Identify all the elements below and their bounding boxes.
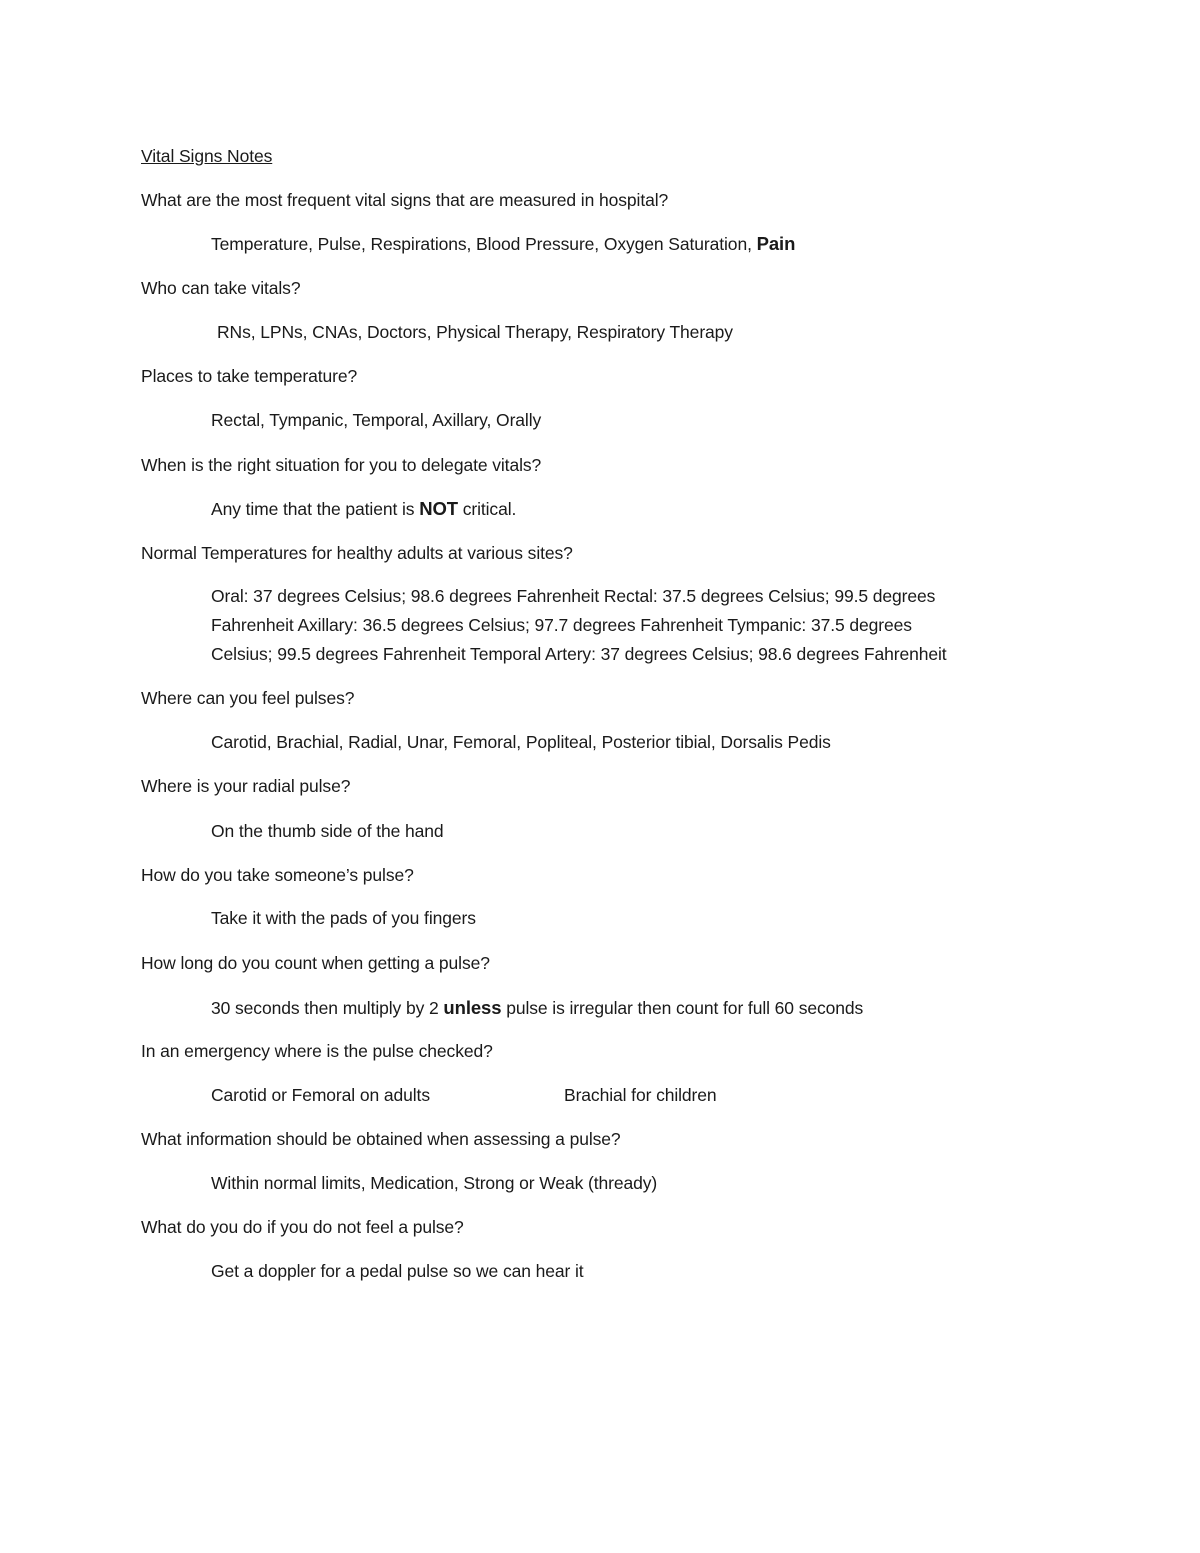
answer-5-line-1: Oral: 37 degrees Celsius; 98.6 degrees Fahrenheit Rectal: 37.5 degrees Celsius; 99.5 degrees (211, 586, 936, 606)
question-6: Where can you feel pulses? (141, 688, 355, 708)
answer-4 (211, 494, 516, 524)
answer-10-adults: Carotid or Femoral on adults (211, 1085, 430, 1105)
answer-9-pre: 30 seconds then multiply by 2 (211, 998, 444, 1018)
answer-1 (211, 229, 795, 259)
answer-4-post: critical. (457, 499, 517, 519)
answer-8: Take it with the pads of you fingers (211, 908, 476, 928)
question-12: What do you do if you do not feel a pulse? (141, 1217, 464, 1237)
answer-1-emphasis: Pain (756, 233, 796, 254)
answer-11: Within normal limits, Medication, Strong or Weak (thready) (211, 1173, 658, 1193)
question-7: Where is your radial pulse? (141, 776, 351, 796)
answer-6: Carotid, Brachial, Radial, Unar, Femoral, Popliteal, Posterior tibial, Dorsalis Pedis (211, 732, 831, 752)
answer-5 (211, 582, 1071, 669)
answer-9 (211, 993, 863, 1023)
answer-4-emphasis: NOT (419, 498, 458, 519)
question-1: What are the most frequent vital signs that are measured in hospital? (141, 190, 669, 210)
answer-12: Get a doppler for a pedal pulse so we can hear it (211, 1261, 584, 1281)
answer-9-emphasis: unless (443, 997, 502, 1018)
answer-3: Rectal, Tympanic, Temporal, Axillary, Orally (211, 410, 542, 430)
answer-1-text: Temperature, Pulse, Respirations, Blood Pressure, Oxygen Saturation, (211, 234, 757, 254)
question-9: How long do you count when getting a pulse? (141, 953, 490, 973)
question-8: How do you take someone’s pulse? (141, 865, 414, 885)
question-4: When is the right situation for you to delegate vitals? (141, 455, 542, 475)
answer-5-line-2: Fahrenheit Axillary: 36.5 degrees Celsius; 97.7 degrees Fahrenheit Tympanic: 37.5 degrees (211, 615, 912, 635)
answer-4-pre: Any time that the patient is (211, 499, 420, 519)
question-3: Places to take temperature? (141, 366, 358, 386)
answer-10 (211, 1081, 911, 1110)
question-11: What information should be obtained when assessing a pulse? (141, 1129, 621, 1149)
answer-2: RNs, LPNs, CNAs, Doctors, Physical Therapy, Respiratory Therapy (217, 322, 733, 342)
question-10: In an emergency where is the pulse checked? (141, 1041, 493, 1061)
answer-9-post: pulse is irregular then count for full 60 seconds (501, 998, 864, 1018)
question-5: Normal Temperatures for healthy adults at various sites? (141, 543, 573, 563)
page-title: Vital Signs Notes (141, 146, 273, 166)
answer-5-line-3: Celsius; 99.5 degrees Fahrenheit Temporal Artery: 37 degrees Celsius; 98.6 degrees Fahrenheit (211, 644, 947, 664)
answer-7: On the thumb side of the hand (211, 821, 444, 841)
question-2: Who can take vitals? (141, 278, 301, 298)
answer-10-children: Brachial for children (564, 1085, 717, 1105)
